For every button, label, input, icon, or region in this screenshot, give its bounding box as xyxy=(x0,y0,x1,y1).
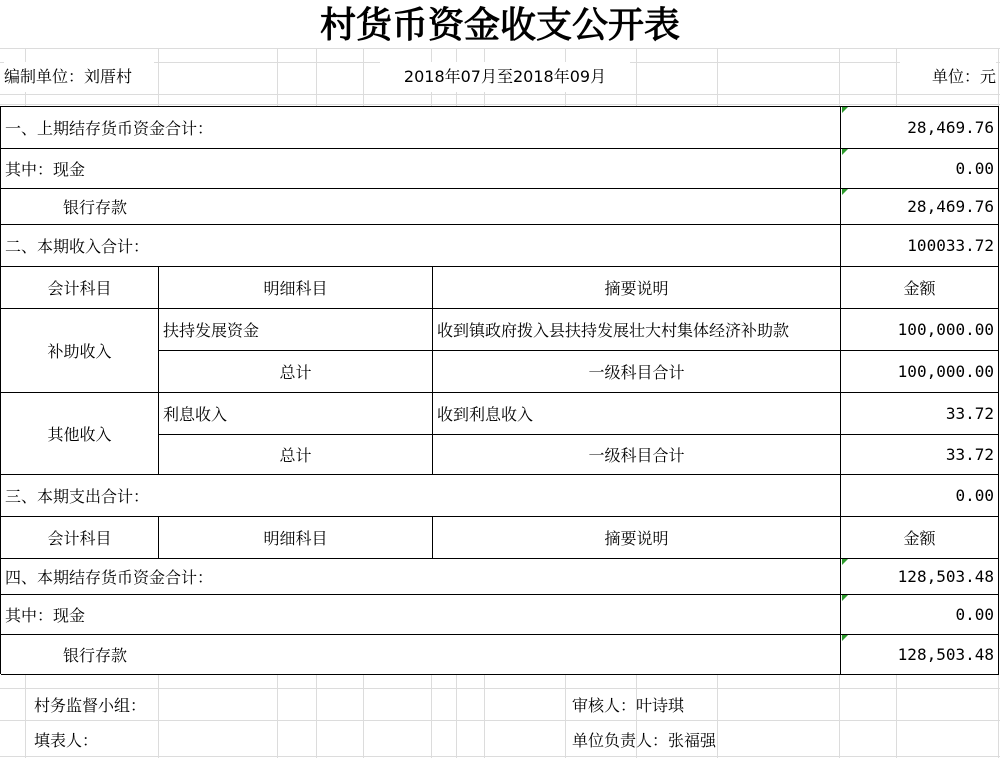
end-bank-value: 128,503.48 xyxy=(841,635,999,675)
end-balance-value: 128,503.48 xyxy=(841,559,999,595)
income-total-row-label: 总计 xyxy=(159,351,433,393)
col-header-subject: 会计科目 xyxy=(1,517,159,559)
prev-balance-label: 一、上期结存货币资金合计： xyxy=(1,107,841,149)
income-total-value: 100033.72 xyxy=(841,225,999,267)
supervision-group: 村务监督小组： xyxy=(34,696,147,715)
end-bank-label: 银行存款 xyxy=(1,635,841,675)
end-cash-value: 0.00 xyxy=(841,595,999,635)
income-amount: 33.72 xyxy=(841,393,999,435)
income-total-row-summary: 一级科目合计 xyxy=(433,351,841,393)
prev-bank-label: 银行存款 xyxy=(1,189,841,225)
page-title: 村货币资金收支公开表 xyxy=(0,0,1000,48)
prev-balance-value: 28,469.76 xyxy=(841,107,999,149)
income-total-row-label: 总计 xyxy=(159,435,433,475)
prev-bank-value: 28,469.76 xyxy=(841,189,999,225)
cell-marker xyxy=(842,559,848,565)
cell-marker xyxy=(842,189,848,195)
end-balance-label: 四、本期结存货币资金合计： xyxy=(1,559,841,595)
col-header-amount: 金额 xyxy=(841,267,999,309)
cash-table xyxy=(0,106,999,674)
income-amount: 100,000.00 xyxy=(841,309,999,351)
expense-total-value: 0.00 xyxy=(841,475,999,517)
income-subject: 其他收入 xyxy=(1,393,159,475)
cell-marker xyxy=(842,595,848,601)
cell-marker xyxy=(842,149,848,155)
col-header-summary: 摘要说明 xyxy=(433,267,841,309)
income-subject: 补助收入 xyxy=(1,309,159,393)
col-header-subject: 会计科目 xyxy=(1,267,159,309)
report-period: 2018年07月至2018年09月 xyxy=(380,62,630,92)
expense-total-label: 三、本期支出合计： xyxy=(1,475,841,517)
cell-marker xyxy=(842,635,848,641)
col-header-detail: 明细科目 xyxy=(159,517,433,559)
col-header-amount: 金额 xyxy=(841,517,999,559)
income-total-row-amount: 100,000.00 xyxy=(841,351,999,393)
income-total-label: 二、本期收入合计： xyxy=(1,225,841,267)
cell-marker xyxy=(842,107,848,113)
auditor: 审核人：叶诗琪 xyxy=(572,696,685,715)
income-total-row-summary: 一级科目合计 xyxy=(433,435,841,475)
end-cash-label: 其中：现金 xyxy=(1,595,841,635)
income-summary: 收到镇政府拨入县扶持发展壮大村集体经济补助款 xyxy=(433,309,841,351)
income-total-row-amount: 33.72 xyxy=(841,435,999,475)
col-header-summary: 摘要说明 xyxy=(433,517,841,559)
compiling-unit: 编制单位：刘厝村 xyxy=(4,62,154,92)
income-detail: 扶持发展资金 xyxy=(159,309,433,351)
currency-unit: 单位：元 xyxy=(900,62,996,92)
prev-cash-label: 其中：现金 xyxy=(1,149,841,189)
unit-head: 单位负责人：张福强 xyxy=(572,731,717,750)
form-filler: 填表人： xyxy=(34,731,99,750)
income-detail: 利息收入 xyxy=(159,393,433,435)
income-summary: 收到利息收入 xyxy=(433,393,841,435)
prev-cash-value: 0.00 xyxy=(841,149,999,189)
col-header-detail: 明细科目 xyxy=(159,267,433,309)
